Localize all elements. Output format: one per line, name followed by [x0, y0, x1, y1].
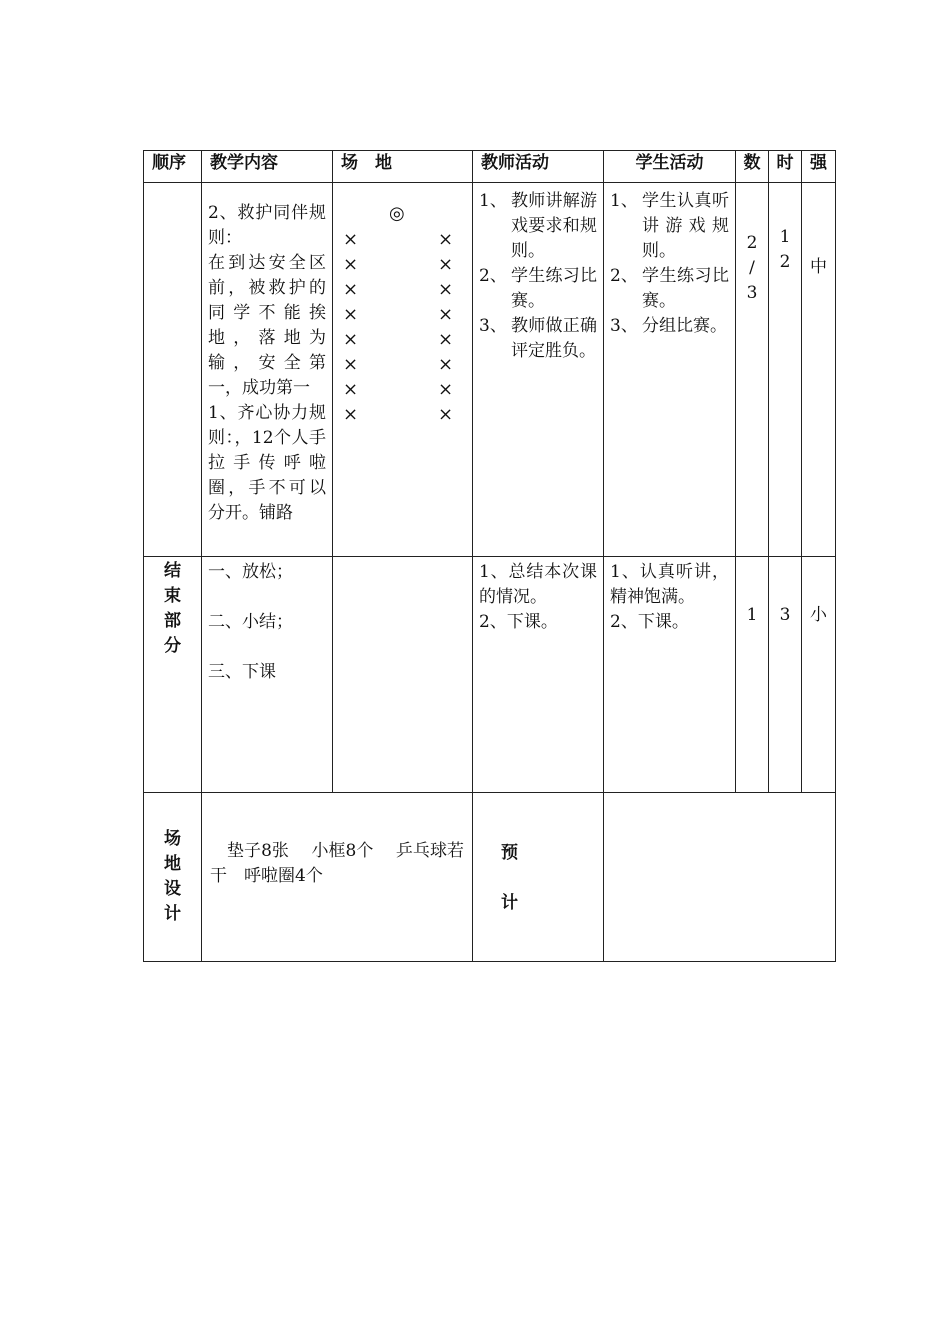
game-student-list	[604, 183, 735, 339]
closing-intensity: 小	[810, 605, 827, 625]
left-column-student-mark: ×	[343, 279, 359, 300]
right-column-student-mark: ×	[438, 304, 454, 325]
design-content-cell	[202, 793, 604, 962]
student-step-item	[610, 264, 729, 314]
game-field-cell	[333, 183, 473, 557]
closing-teacher: 1、总结本次课的情况。 2、下课。	[479, 562, 597, 632]
closing-student: 1、认真听讲，精神饱满。 2、下课。	[610, 562, 729, 632]
right-column-student-mark: ×	[438, 354, 454, 375]
game-intensity: 中	[810, 257, 827, 277]
game-intensity-cell	[802, 183, 836, 557]
estimate-label: 预 计	[501, 843, 518, 913]
design-section-label: 场地设计	[164, 829, 181, 924]
right-column-student-mark: ×	[438, 279, 454, 300]
right-column-student-mark: ×	[438, 329, 454, 350]
game-time-cell	[769, 183, 802, 557]
game-content-text: 2、救护同伴规则： 在到达安全区前，被救护的同学不能挨地，落地为输，安全第一，成功第一 1、齐心协力规则：，12个人手拉手传呼啦圈，手不可以分开。铺路	[208, 203, 326, 523]
design-section-cell	[144, 793, 202, 962]
student-step-item	[610, 314, 729, 339]
game-row	[144, 183, 836, 557]
teacher-step-item-number: 1、	[479, 191, 507, 211]
student-step-item	[610, 189, 729, 264]
left-column-student-mark: ×	[343, 354, 359, 375]
closing-content-cell	[202, 557, 333, 793]
estimate-value-cell	[604, 793, 836, 962]
teacher-position-mark: ◎	[389, 203, 405, 224]
game-order-cell	[144, 183, 202, 557]
game-count: 2 / 3	[746, 233, 758, 303]
field-diagram	[333, 183, 472, 553]
game-time: 1 2	[779, 227, 791, 272]
left-column-student-mark: ×	[343, 229, 359, 250]
closing-content: 一、放松； 二、小结； 三、下课	[208, 562, 293, 682]
closing-teacher-cell	[473, 557, 604, 793]
closing-time-cell	[769, 557, 802, 793]
teacher-step-item-number: 3、	[479, 316, 507, 336]
teacher-step-item	[479, 314, 597, 364]
right-column-student-mark: ×	[438, 229, 454, 250]
game-student-cell	[604, 183, 736, 557]
student-step-item-text: 分组比赛。	[642, 316, 727, 336]
game-content-cell	[202, 183, 333, 557]
closing-intensity-cell	[802, 557, 836, 793]
closing-count-cell	[736, 557, 769, 793]
teacher-step-item	[479, 264, 597, 314]
closing-student-cell	[604, 557, 736, 793]
student-step-item-number: 1、	[610, 191, 638, 211]
right-column-student-mark: ×	[438, 404, 454, 425]
lesson-plan-table	[143, 150, 836, 962]
header-content: 教学内容	[202, 151, 333, 183]
closing-section-label: 结束部分	[164, 561, 181, 656]
game-teacher-list	[473, 183, 603, 364]
closing-row	[144, 557, 836, 793]
closing-time: 3	[779, 605, 791, 625]
teacher-step-item-text: 教师做正确评定胜负。	[511, 316, 597, 361]
right-column-student-mark: ×	[438, 379, 454, 400]
left-column-student-mark: ×	[343, 404, 359, 425]
teacher-step-item-text: 教师讲解游戏要求和规则。	[511, 191, 597, 261]
header-intensity: 强	[802, 151, 836, 183]
header-teacher: 教师活动	[473, 151, 604, 183]
header-order: 顺序	[144, 151, 202, 183]
left-column-student-mark: ×	[343, 329, 359, 350]
header-student: 学生活动	[604, 151, 736, 183]
student-step-item-text: 学生练习比赛。	[642, 266, 729, 311]
teacher-step-item-text: 学生练习比赛。	[511, 266, 597, 311]
student-step-item-text: 学生认真听讲游戏规则。	[642, 191, 729, 261]
student-step-item-number: 3、	[610, 316, 638, 336]
header-row	[144, 151, 836, 183]
teacher-step-item	[479, 189, 597, 264]
right-column-student-mark: ×	[438, 254, 454, 275]
design-row	[144, 793, 836, 962]
header-time: 时	[769, 151, 802, 183]
left-column-student-mark: ×	[343, 304, 359, 325]
equipment-list: 垫子8张 小框8个 乒乓球若干 呼啦圈4个	[210, 841, 464, 886]
left-column-student-mark: ×	[343, 254, 359, 275]
student-step-item-number: 2、	[610, 266, 638, 286]
game-teacher-cell	[473, 183, 604, 557]
closing-section-cell	[144, 557, 202, 793]
game-count-cell	[736, 183, 769, 557]
left-column-student-mark: ×	[343, 379, 359, 400]
header-venue: 场 地	[333, 151, 473, 183]
closing-field-cell	[333, 557, 473, 793]
teacher-step-item-number: 2、	[479, 266, 507, 286]
closing-count: 1	[746, 605, 758, 625]
header-count: 数	[736, 151, 769, 183]
